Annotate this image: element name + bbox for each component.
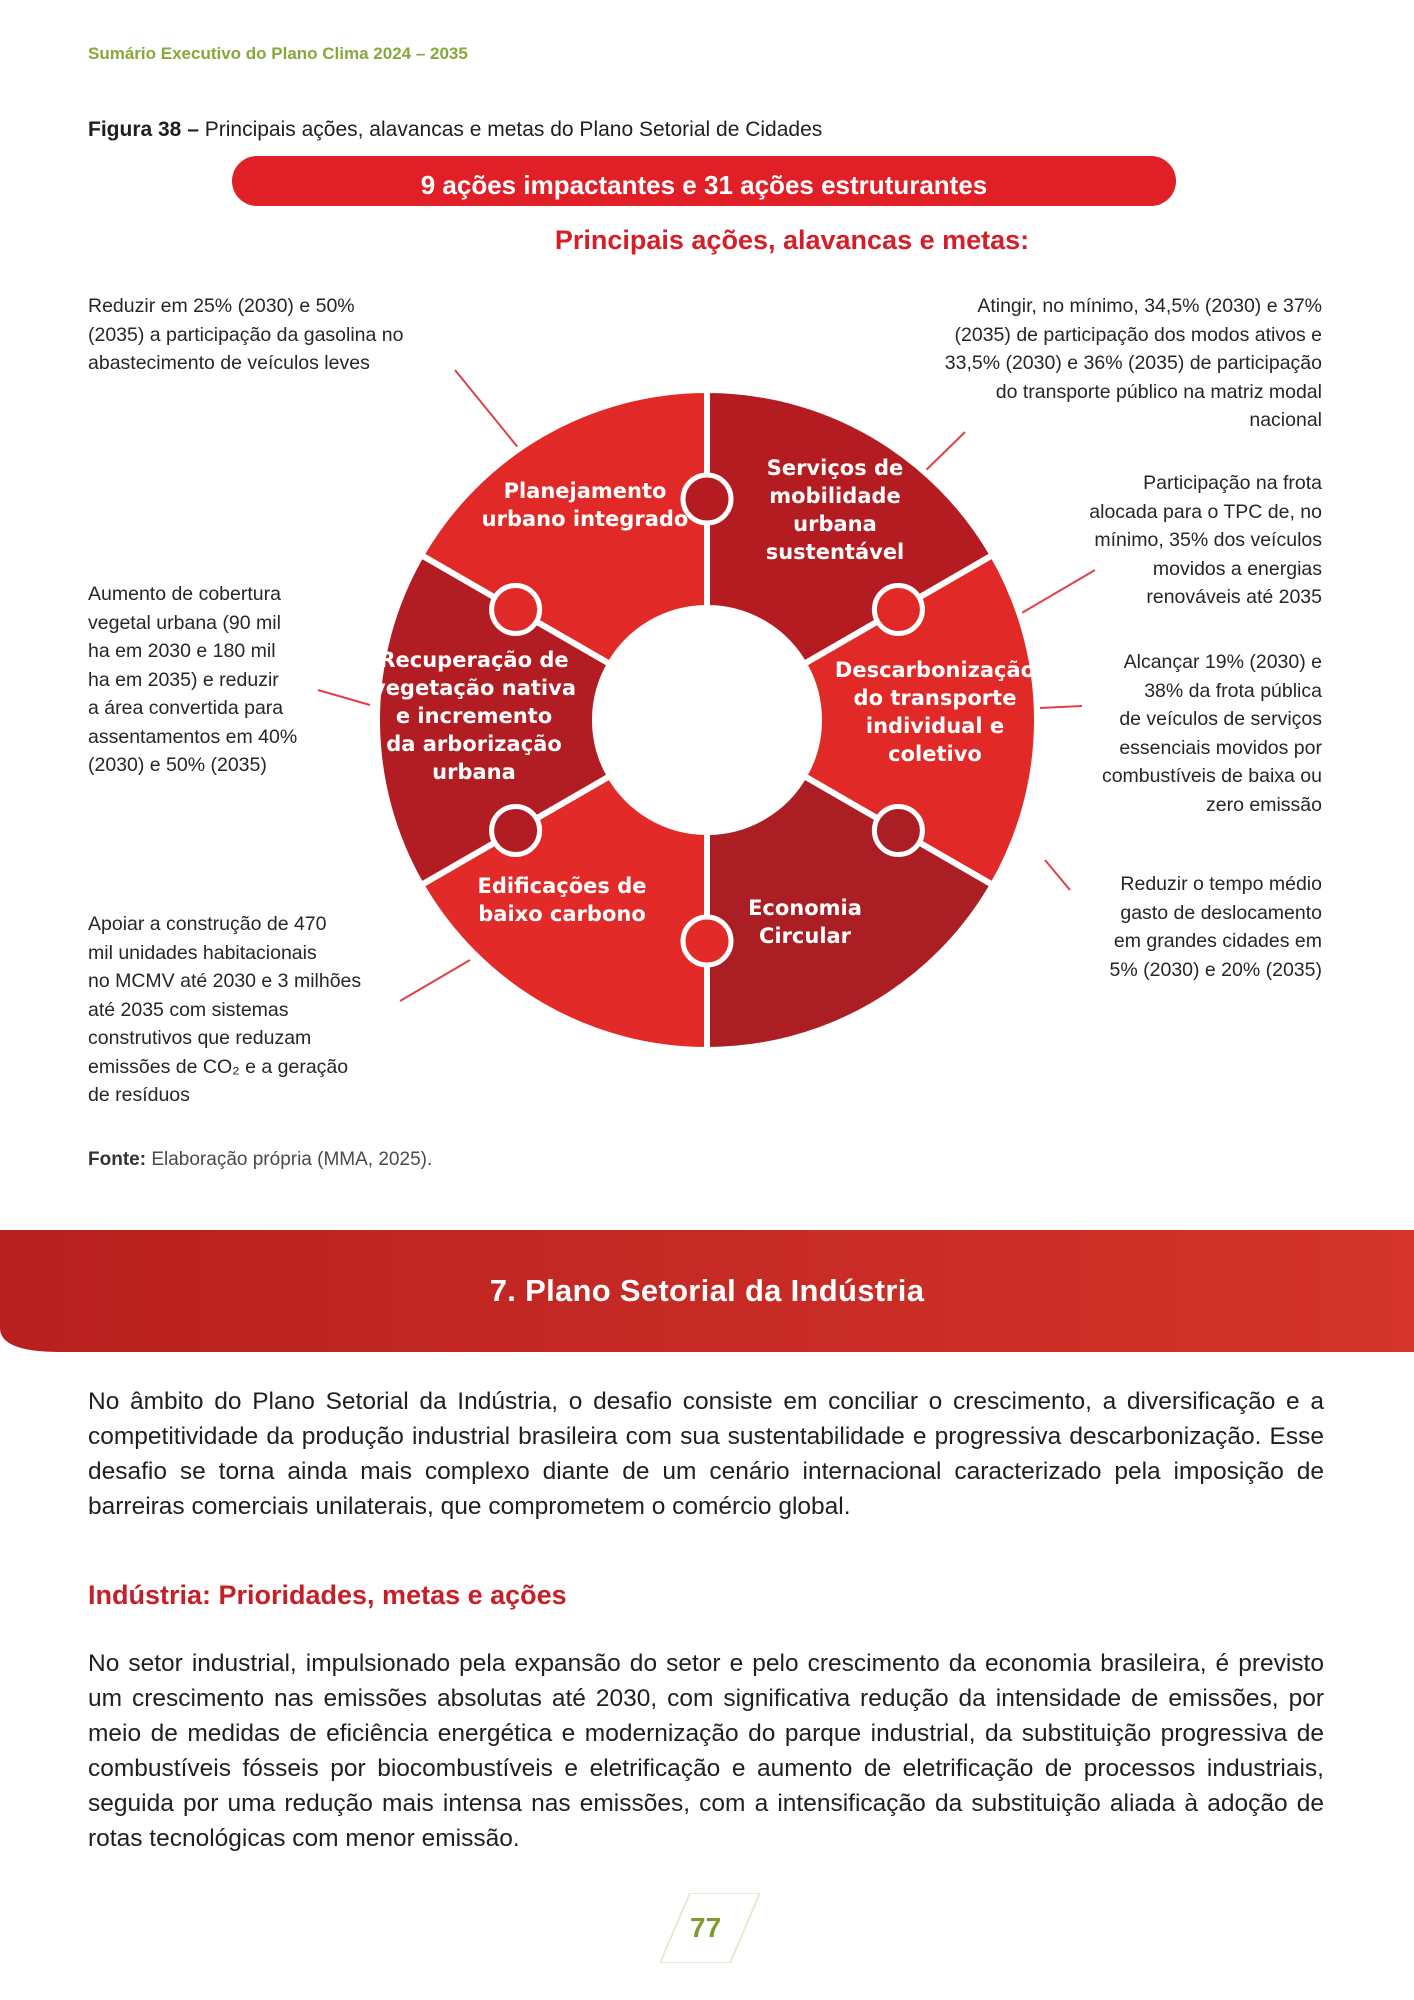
note-line: nacional (1249, 409, 1322, 431)
figure-caption-text: Principais ações, alavancas e metas do Plano Setorial de Cidades (204, 118, 823, 141)
note-line: (2030) e 50% (2035) (88, 754, 267, 776)
note-line: Apoiar a construção de 470 (88, 913, 327, 935)
section-title: 7. Plano Setorial da Indústria (489, 1273, 925, 1308)
segment-label-line: coletivo (888, 742, 982, 766)
note-right-3 (1002, 870, 1322, 984)
note-line: Reduzir em 25% (2030) e 50% (88, 295, 355, 317)
note-line: 38% da frota pública (1144, 679, 1322, 702)
segment-label-line: Descarbonização (834, 658, 1036, 682)
note-line: ha em 2035) e reduzir (88, 668, 279, 691)
segment-label-line: Circular (758, 924, 852, 948)
note-line: ha em 2030 e 180 mil (88, 640, 276, 662)
note-line: de resíduos (88, 1084, 190, 1106)
puzzle-tab (492, 807, 540, 855)
note-line: Atingir, no mínimo, 34,5% (2030) e 37% (977, 295, 1322, 317)
note-line: Participação na frota (1143, 472, 1322, 494)
note-top-left (88, 292, 403, 378)
subsection-paragraph: No setor industrial, impulsionado pela expansão do setor e pelo crescimento da economia brasileira, é previsto um crescimento nas emissões absolutas até 2030, com significativa redução da intensidade de emissões, por meio de medidas de eficiência energética e modernização do parque industrial, da substituição progressiva de combustíveis fósseis por biocombustíveis e eletrificação e aumento de eletrificação de processos industriais, seguida por uma redução mais intensa nas emissões, com a intensificação da substituição aliada à adoção de rotas tecnológicas com menor emissão. (88, 1650, 1324, 1852)
note-line: (2035) a participação da gasolina no (88, 323, 404, 346)
segment-label-line: Edificações de (477, 874, 647, 898)
note-line: Aumento de cobertura (88, 583, 281, 605)
segment-label-line: da arborização (386, 732, 562, 756)
note-line: zero emissão (1206, 793, 1322, 816)
puzzle-tab (683, 475, 731, 523)
segment-label-line: urbana (793, 512, 877, 536)
segment-label-line: individual e (865, 714, 1005, 738)
connector-top-left (455, 370, 520, 450)
note-line: do transporte público na matriz modal (995, 380, 1322, 403)
actions-banner-text: 9 ações impactantes e 31 ações estruturantes (420, 170, 988, 200)
segment-label-line: do transporte (853, 686, 1017, 710)
segment-label-line: e incremento (395, 704, 553, 728)
note-line: 5% (2030) e 20% (2035) (1109, 958, 1322, 981)
note-left-middle (88, 580, 348, 780)
ring-center-hole (595, 608, 819, 832)
note-top-right (882, 292, 1322, 435)
puzzle-tab (683, 917, 731, 965)
connector-left-bottom (400, 960, 470, 1001)
note-right-2 (1002, 648, 1322, 819)
note-line: gasto de deslocamento (1120, 901, 1322, 924)
segment-label-line: urbano integrado (481, 507, 689, 531)
note-line: em grandes cidades em (1113, 930, 1322, 952)
note-line: vegetal urbana (90 mil (88, 611, 281, 634)
segment-label-line: urbana (432, 760, 516, 784)
section-intro-paragraph: No âmbito do Plano Setorial da Indústria, o desafio consiste em conciliar o crescimento, a diversificação e a competitividade da produção industrial brasileira com sua sustentabilidade e progressiva descarbonização. Esse desafio se torna ainda mais complexo diante de um cenário internacional caracterizado pela imposição de barreiras comerciais unilaterais, que comprometem o comércio global. (88, 1388, 1324, 1520)
page-number: 77 (690, 1912, 722, 1943)
note-line: a área convertida para (88, 697, 284, 719)
note-line: alocada para o TPC de, no (1089, 500, 1322, 523)
note-line: emissões de CO₂ e a geração (88, 1055, 349, 1078)
segment-label-line: Recuperação de (379, 648, 569, 672)
note-line: até 2035 com sistemas (88, 998, 289, 1021)
note-line: abastecimento de veículos leves (88, 352, 370, 374)
figure-number: Figura 38 – (88, 118, 199, 141)
note-line: 33,5% (2030) e 36% (2035) de participação (944, 352, 1322, 374)
figure-source (88, 1149, 432, 1171)
note-line: no MCMV até 2030 e 3 milhões (88, 970, 362, 992)
puzzle-tab (874, 586, 922, 634)
puzzle-tab (492, 586, 540, 634)
note-line: renováveis até 2035 (1146, 586, 1322, 608)
figure-subtitle: Principais ações, alavancas e metas: (554, 225, 1030, 255)
note-line: Reduzir o tempo médio (1120, 873, 1322, 895)
note-line: mil unidades habitacionais (88, 941, 317, 964)
note-line: essenciais movidos por (1119, 736, 1322, 759)
note-line: assentamentos em 40% (88, 725, 298, 748)
note-line: movidos a energias (1152, 557, 1322, 580)
segment-label-line: Serviços de (766, 456, 904, 480)
segment-label-line: vegetação nativa (372, 676, 576, 700)
note-line: Alcançar 19% (2030) e (1123, 651, 1322, 673)
source-text: Elaboração própria (MMA, 2025). (151, 1149, 433, 1170)
segment-label-line: Economia (748, 896, 862, 920)
segment-label-line: mobilidade (769, 484, 901, 508)
puzzle-tab (874, 807, 922, 855)
note-line: combustíveis de baixa ou (1101, 765, 1322, 787)
subsection-heading: Indústria: Prioridades, metas e ações (88, 1580, 567, 1610)
note-line: (2035) de participação dos modos ativos e (954, 323, 1322, 346)
segment-label-line: sustentável (765, 540, 905, 564)
note-line: mínimo, 35% dos veículos (1094, 529, 1322, 551)
segment-label-line: baixo carbono (478, 902, 646, 926)
note-line: de veículos de serviços (1119, 708, 1322, 730)
note-right-1 (1002, 469, 1322, 612)
note-line: construtivos que reduzam (88, 1027, 312, 1049)
running-header: Sumário Executivo do Plano Clima 2024 – 2035 (88, 44, 468, 63)
note-left-bottom (88, 910, 408, 1110)
segment-label-line: Planejamento (503, 479, 667, 503)
source-label: Fonte: (88, 1149, 147, 1170)
